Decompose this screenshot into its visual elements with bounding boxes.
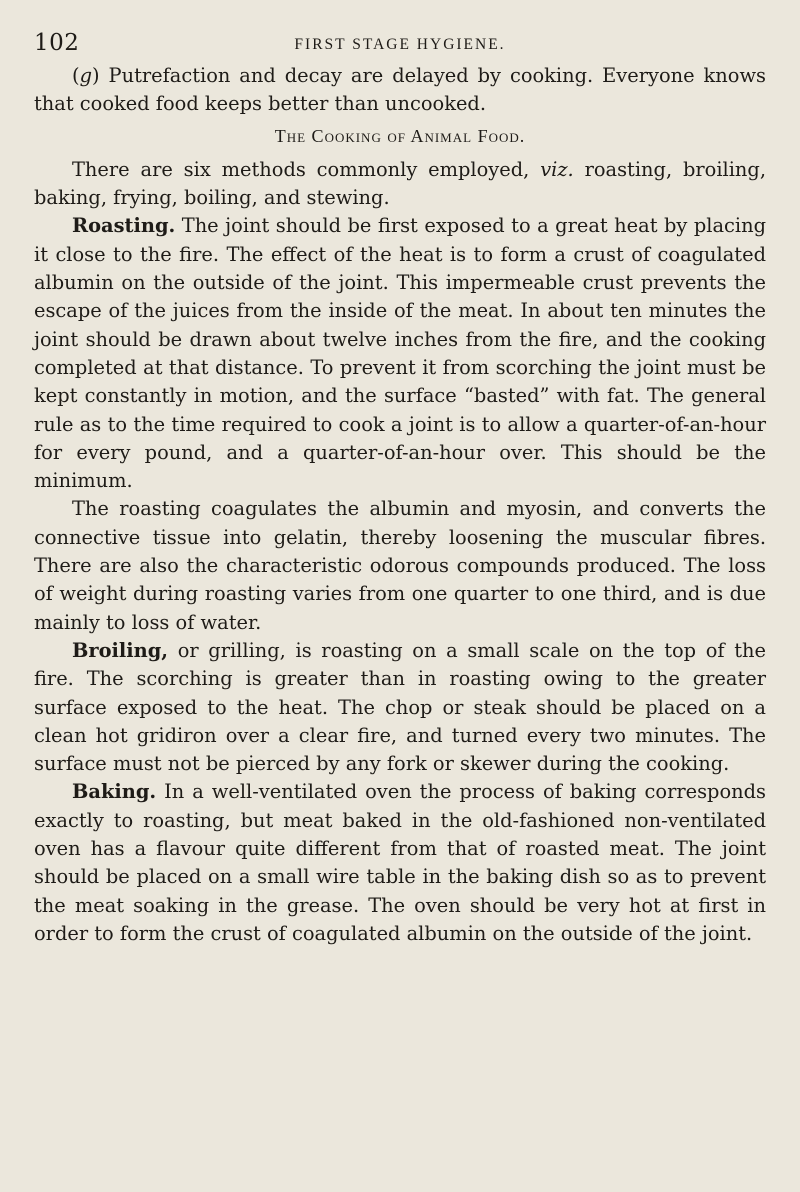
paragraph-text: In a well-ventilated oven the process of baking corresponds exactly to roasting, but meat baked in the old-fashioned non-ventilated oven has a flavour quite different from that of roasted meat. The joint should be placed on a small wire table in the baking dish so as to prevent the meat soaking in the grease. The oven should be very hot at first in order to form the crust of coagulated albumin on the outside of the joint. (34, 780, 766, 945)
paragraph-text: roasting, broiling, baking, frying, boiling, and stewing. (34, 157, 766, 210)
body-text (34, 62, 766, 948)
page-number: 102 (34, 30, 80, 56)
subheading-broiling: Broiling, (72, 638, 169, 662)
paragraph-text: The joint should be first exposed to a great heat by placing it close to the fire. The effect of the heat is to form a crust of coagulated albumin on the outside of the joint. This impermeable crust prevents the escape of the juices from the inside of the meat. In about ten minutes the joint should be drawn about twelve inches from the fire, and the cooking completed at that distance. To prevent it from scorching the joint must be kept constantly in motion, and the surface “basted” with fat. The general rule as to the time required to cook a joint is to allow a quarter-of-an-hour for every pound, and a quarter-of-an-hour over. This should be the minimum. (34, 214, 766, 493)
item-marker-open: ( (72, 64, 80, 87)
running-head (34, 22, 766, 62)
paragraph-text: or grilling, is roasting on a small scale on the top of the fire. The scorching is greater than in roasting owing to the greater surface exposed to the heat. The chop or steak should be placed on a clean hot gridiron over a clear fire, and turned every two minutes. The surface must not be pierced by any fork or skewer during the cooking. (34, 638, 766, 776)
paragraph-broiling (34, 637, 766, 778)
paragraph-text: There are six methods commonly employed, (72, 157, 541, 181)
running-title: FIRST STAGE HYGIENE. (294, 36, 506, 53)
paragraph-methods (34, 156, 766, 213)
subheading-roasting: Roasting. (72, 214, 176, 238)
section-heading: The Cooking of Animal Food. (274, 125, 526, 146)
subheading-baking: Baking. (72, 780, 157, 804)
viz-abbreviation: viz. (540, 157, 574, 181)
paragraph-putrefaction (34, 62, 766, 119)
paragraph-text: Putrefaction and decay are delayed by cooking. Everyone knows that cooked food keeps better than uncooked. (34, 64, 766, 116)
paragraph-text: The roasting coagulates the albumin and myosin, and converts the connective tissue into gelatin, thereby loosening the muscular fibres. There are also the characteristic odorous compounds produced. The loss of weight during roasting varies from one quarter to one third, and is due mainly to loss of water. (34, 497, 766, 634)
paragraph-roasting-effects (34, 495, 766, 636)
paragraph-baking (34, 778, 766, 948)
paragraph-roasting (34, 212, 766, 495)
item-marker-close: ) (92, 64, 100, 87)
item-marker-letter: g (79, 64, 92, 87)
